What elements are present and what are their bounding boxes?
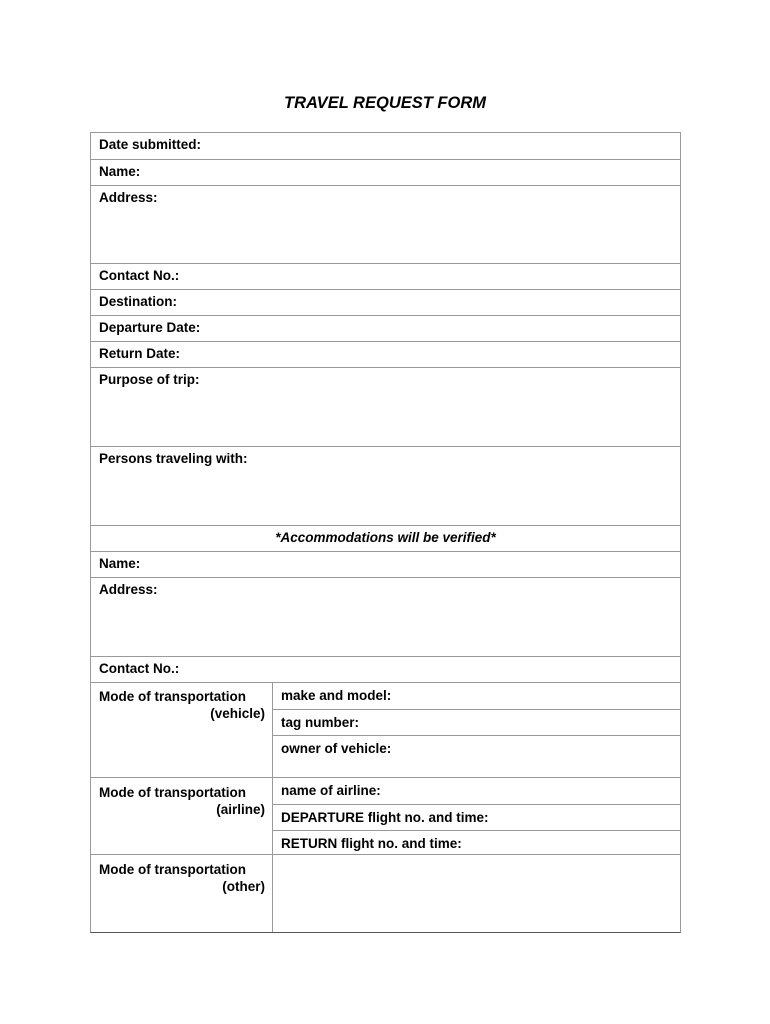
transport-airline-label [91, 778, 273, 854]
departure-date-label: Departure Date: [99, 320, 201, 335]
contact-field[interactable] [91, 263, 680, 289]
airline-name-field[interactable] [273, 778, 680, 804]
vehicle-owner-label: owner of vehicle: [281, 741, 392, 756]
tag-number-label: tag number: [281, 715, 360, 730]
accommodation-contact-field[interactable] [91, 656, 680, 682]
make-model-field[interactable] [273, 683, 680, 709]
transport-other-field[interactable] [273, 855, 680, 932]
destination-label: Destination: [99, 294, 178, 309]
transport-other-label [91, 855, 273, 932]
transport-airline-label-line2: (airline) [216, 802, 265, 817]
accommodation-address-label: Address: [99, 582, 158, 597]
transport-vehicle-label-line2: (vehicle) [210, 706, 265, 721]
transport-other-label-line2: (other) [222, 879, 265, 894]
name-label: Name: [99, 164, 141, 179]
return-flight-field[interactable] [273, 830, 680, 855]
accommodation-name-field[interactable] [91, 551, 680, 577]
transport-vehicle-label-line1: Mode of transportation [99, 689, 246, 704]
accommodation-address-field[interactable] [91, 577, 680, 656]
transport-airline-section [91, 777, 680, 854]
transport-vehicle-section [91, 682, 680, 777]
persons-traveling-label: Persons traveling with: [99, 451, 248, 466]
accommodation-contact-label: Contact No.: [99, 661, 180, 676]
address-label: Address: [99, 190, 158, 205]
transport-vehicle-label [91, 683, 273, 777]
destination-field[interactable] [91, 289, 680, 315]
purpose-field[interactable] [91, 367, 680, 446]
return-date-label: Return Date: [99, 346, 181, 361]
airline-name-label: name of airline: [281, 783, 381, 798]
departure-flight-label: DEPARTURE flight no. and time: [281, 810, 489, 825]
departure-date-field[interactable] [91, 315, 680, 341]
transport-airline-label-line1: Mode of transportation [99, 785, 246, 800]
name-field[interactable] [91, 159, 680, 185]
travel-request-form [90, 132, 681, 933]
persons-traveling-field[interactable] [91, 446, 680, 525]
transport-other-label-line1: Mode of transportation [99, 862, 246, 877]
accommodations-header: *Accommodations will be verified* [91, 525, 680, 551]
date-submitted-label: Date submitted: [99, 137, 202, 152]
transport-other-section [91, 854, 680, 932]
date-submitted-field[interactable] [91, 133, 680, 159]
contact-label: Contact No.: [99, 268, 180, 283]
accommodation-name-label: Name: [99, 556, 141, 571]
vehicle-owner-field[interactable] [273, 735, 680, 778]
purpose-label: Purpose of trip: [99, 372, 200, 387]
return-flight-label: RETURN flight no. and time: [281, 836, 462, 851]
make-model-label: make and model: [281, 688, 392, 703]
return-date-field[interactable] [91, 341, 680, 367]
address-field[interactable] [91, 185, 680, 263]
departure-flight-field[interactable] [273, 804, 680, 830]
form-title: TRAVEL REQUEST FORM [284, 94, 486, 112]
tag-number-field[interactable] [273, 709, 680, 735]
